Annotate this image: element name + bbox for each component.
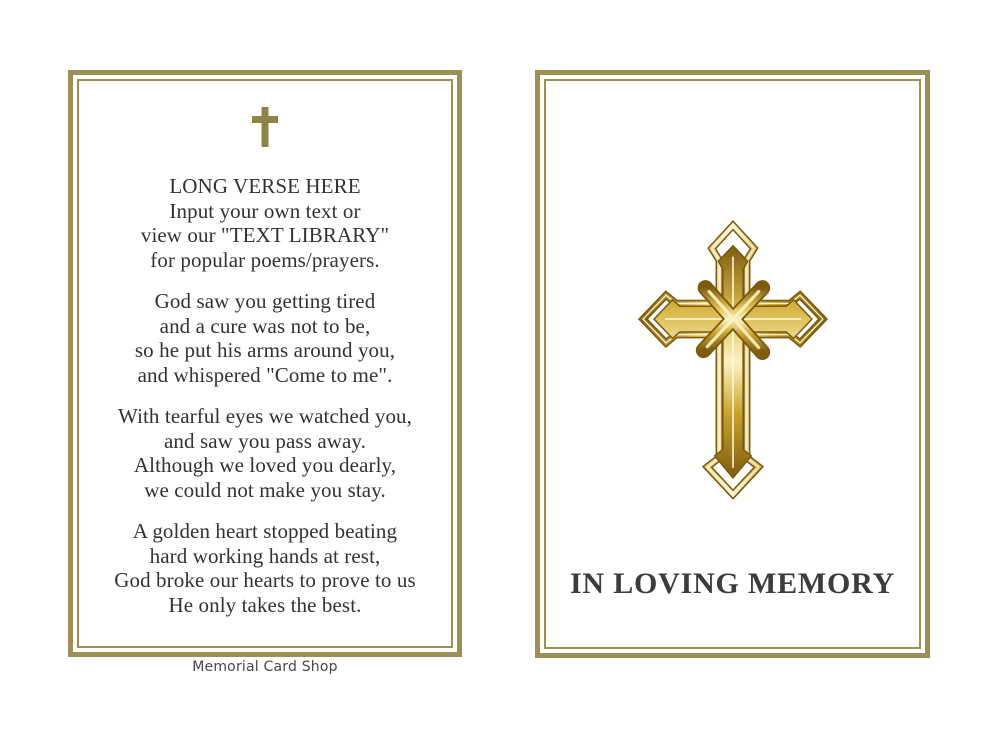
memorial-card-front xyxy=(535,70,930,658)
verse-line: A golden heart stopped beating xyxy=(132,519,398,543)
verse-line: hard working hands at rest, xyxy=(149,543,381,568)
verse-stanza xyxy=(114,174,416,272)
verse-line: and a cure was not to be, xyxy=(159,313,371,338)
brand-footer: Memorial Card Shop xyxy=(192,659,338,675)
verse-line: and whispered "Come to me". xyxy=(137,362,393,387)
in-loving-memory-title: IN LOVING MEMORY xyxy=(569,567,896,600)
verse-line: Input your own text or xyxy=(169,198,361,223)
memorial-card-inside-left xyxy=(68,70,462,657)
verse-line: Although we loved you dearly, xyxy=(133,453,397,477)
verse-stanza xyxy=(114,289,416,387)
verse-line: view our "TEXT LIBRARY" xyxy=(140,223,390,247)
card-inner-border xyxy=(77,79,453,648)
card-inner-border xyxy=(544,79,921,649)
ornate-gold-cross-image xyxy=(632,213,834,517)
latin-cross-icon xyxy=(250,107,280,147)
verse-line: LONG VERSE HERE xyxy=(169,174,361,198)
verse-line: for popular poems/prayers. xyxy=(150,247,380,272)
verse-line: With tearful eyes we watched you, xyxy=(117,404,412,428)
verse-line: God broke our hearts to prove to us xyxy=(114,568,416,592)
verse-line: we could not make you stay. xyxy=(144,477,386,502)
verse-stanza xyxy=(114,404,416,502)
verse-block xyxy=(114,174,416,617)
verse-line: God saw you getting tired xyxy=(154,289,376,313)
verse-line: and saw you pass away. xyxy=(163,428,367,453)
verse-stanza xyxy=(114,519,416,617)
verse-line: so he put his arms around you, xyxy=(134,338,396,362)
verse-line: He only takes the best. xyxy=(168,592,362,617)
